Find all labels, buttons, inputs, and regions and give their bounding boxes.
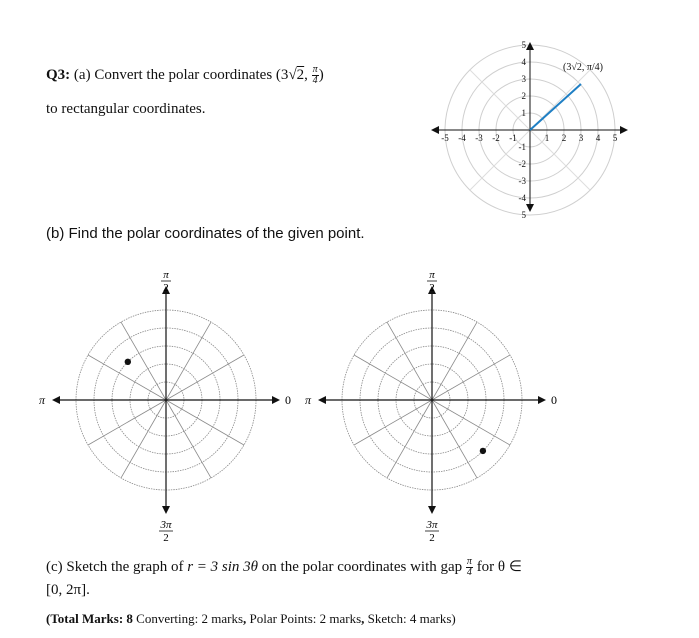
top-label-num: π <box>163 269 169 281</box>
left-angle-label: π <box>38 393 46 407</box>
marks-sep-2: , <box>361 611 368 626</box>
x-tick-label: 2 <box>561 133 567 143</box>
close-paren: ) <box>318 67 324 83</box>
frac-num-c: π <box>466 556 472 568</box>
part-c-question <box>46 555 522 579</box>
polar-ray <box>387 322 432 400</box>
part-c-text-2: on the polar coordinates with gap <box>258 559 466 575</box>
polar-ray <box>432 400 510 445</box>
polar-graph-b-right <box>304 268 570 544</box>
polar-ray <box>354 355 432 400</box>
frac-den-c: 4 <box>466 567 472 579</box>
right-angle-label: 0 <box>285 393 291 407</box>
polar-grid-right <box>305 269 557 544</box>
x-axis-right-arrow <box>620 126 628 134</box>
y-tick-label: -2 <box>518 159 526 169</box>
part-c-text-3: for θ ∈ <box>472 559 522 575</box>
y-axis-up-arrow <box>526 42 534 50</box>
x-tick-label: 5 <box>612 133 618 143</box>
x-axis-left-arrow <box>431 126 439 134</box>
equation: r = 3 sin 3θ <box>187 559 259 575</box>
top-label-den: 2 <box>429 282 435 294</box>
polar-point <box>480 448 486 454</box>
marks-sep-1: , <box>243 611 250 626</box>
polar-ray <box>166 322 211 400</box>
x-tick-label: 4 <box>595 133 601 143</box>
pi-over-4-fraction <box>312 65 319 86</box>
x-tick-label: -2 <box>492 133 500 143</box>
pi-over-4-fraction-c <box>466 557 473 578</box>
sqrt-symbol: √ <box>288 67 297 83</box>
polar-graph-b-left <box>38 268 300 544</box>
polar-ray <box>121 400 166 478</box>
y-axis-down-arrow <box>526 204 534 212</box>
part-b-question: (b) Find the polar coordinates of the given point. <box>46 225 365 242</box>
sqrt-arg: 2 <box>296 67 305 83</box>
polar-point <box>125 359 131 365</box>
polar-graph-a <box>425 40 640 220</box>
y-tick-label: 3 <box>521 74 526 84</box>
x-tick-label: 3 <box>578 133 584 143</box>
bottom-label-num: 3π <box>160 519 172 531</box>
y-tick-label: 4 <box>521 57 526 67</box>
bottom-label-num: 3π <box>426 519 438 531</box>
y-tick-label: 2 <box>521 91 526 101</box>
marks-sketch: Sketch: 4 marks) <box>367 611 456 626</box>
top-label-num: π <box>429 269 435 281</box>
frac-num: π <box>312 64 318 76</box>
marks-polar-points: Polar Points: 2 marks <box>249 611 362 626</box>
bottom-label-den: 2 <box>429 532 435 544</box>
y-tick-label: 1 <box>521 108 526 118</box>
polar-ray <box>432 322 477 400</box>
marks-converting: Converting: 2 marks <box>132 611 244 626</box>
frac-den: 4 <box>312 75 318 87</box>
part-c-interval: [0, 2π]. <box>46 582 90 598</box>
part-a-text-line2: to rectangular coordinates. <box>46 101 206 117</box>
x-tick-label: 1 <box>544 133 550 143</box>
bottom-label-den: 2 <box>163 532 169 544</box>
y-tick-label: 5 <box>521 210 526 220</box>
axis-arrow-left <box>52 396 60 404</box>
x-tick-label: -4 <box>458 133 466 143</box>
y-tick-label: -1 <box>518 142 526 152</box>
total-marks <box>46 611 456 627</box>
polar-ray <box>387 400 432 478</box>
polar-grid-left <box>39 269 291 544</box>
question-label: Q3: <box>46 67 71 83</box>
right-angle-label: 0 <box>551 393 557 407</box>
left-angle-label: π <box>304 393 312 407</box>
part-a-text: (a) Convert the polar coordinates (3 <box>73 67 289 83</box>
axis-arrow-right <box>538 396 546 404</box>
marks-label: (Total Marks: 8 <box>46 611 133 626</box>
comma: , <box>304 67 312 83</box>
x-tick-label: -3 <box>475 133 483 143</box>
polar-ray <box>166 400 211 478</box>
x-tick-label: -1 <box>509 133 517 143</box>
polar-ray <box>354 400 432 445</box>
axis-arrow-right <box>272 396 280 404</box>
axis-arrow-down <box>162 506 170 514</box>
polar-ray <box>88 400 166 445</box>
y-tick-label: 5 <box>521 40 526 50</box>
point-label: (3√2, π/4) <box>563 62 603 73</box>
top-label-den: 2 <box>163 282 169 294</box>
axis-arrow-down <box>428 506 436 514</box>
x-tick-label: -5 <box>441 133 449 143</box>
axis-arrow-left <box>318 396 326 404</box>
part-c-text: (c) Sketch the graph of <box>46 559 188 575</box>
polar-ray <box>166 400 244 445</box>
polar-ray <box>432 355 510 400</box>
y-tick-label: -3 <box>518 176 526 186</box>
polar-ray <box>432 400 477 478</box>
part-a-question <box>46 64 324 86</box>
y-tick-label: -4 <box>518 193 526 203</box>
point-vector-line <box>530 84 581 130</box>
polar-ray <box>166 355 244 400</box>
